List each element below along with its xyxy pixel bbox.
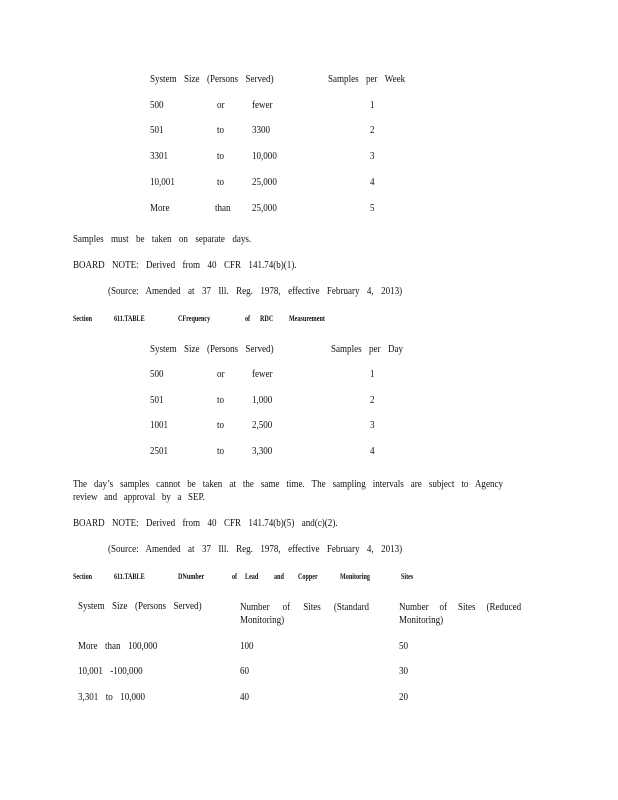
table2-header-size: System Size (Persons Served)	[150, 344, 274, 355]
table1-header-size: System Size (Persons Served)	[150, 74, 274, 85]
table3-header-reduced: Number of Sites (Reduced Monitoring)	[399, 602, 522, 626]
table3-header-standard: Number of Sites (Standard Monitoring)	[240, 602, 369, 626]
table2-source: (Source: Amended at 37 Ill. Reg. 1978, effective February 4, 2013)	[108, 544, 403, 555]
table2-board-note: BOARD NOTE: Derived from 40 CFR 141.74(b)(5) and(c)(2).	[73, 518, 338, 529]
table3-header-size: System Size (Persons Served)	[78, 601, 202, 612]
table2-note: The day’s samples cannot be taken at the same time. The sampling intervals are subject to Agency review and approval by a SEP.	[73, 479, 503, 503]
table2-header-rate: Samples per Day	[331, 344, 404, 355]
table1-source: (Source: Amended at 37 Ill. Reg. 1978, effective February 4, 2013)	[108, 286, 403, 297]
table1-board-note: BOARD NOTE: Derived from 40 CFR 141.74(b)(1).	[73, 260, 297, 271]
table1-note: Samples must be taken on separate days.	[73, 234, 252, 245]
table1-header-rate: Samples per Week	[328, 74, 406, 85]
